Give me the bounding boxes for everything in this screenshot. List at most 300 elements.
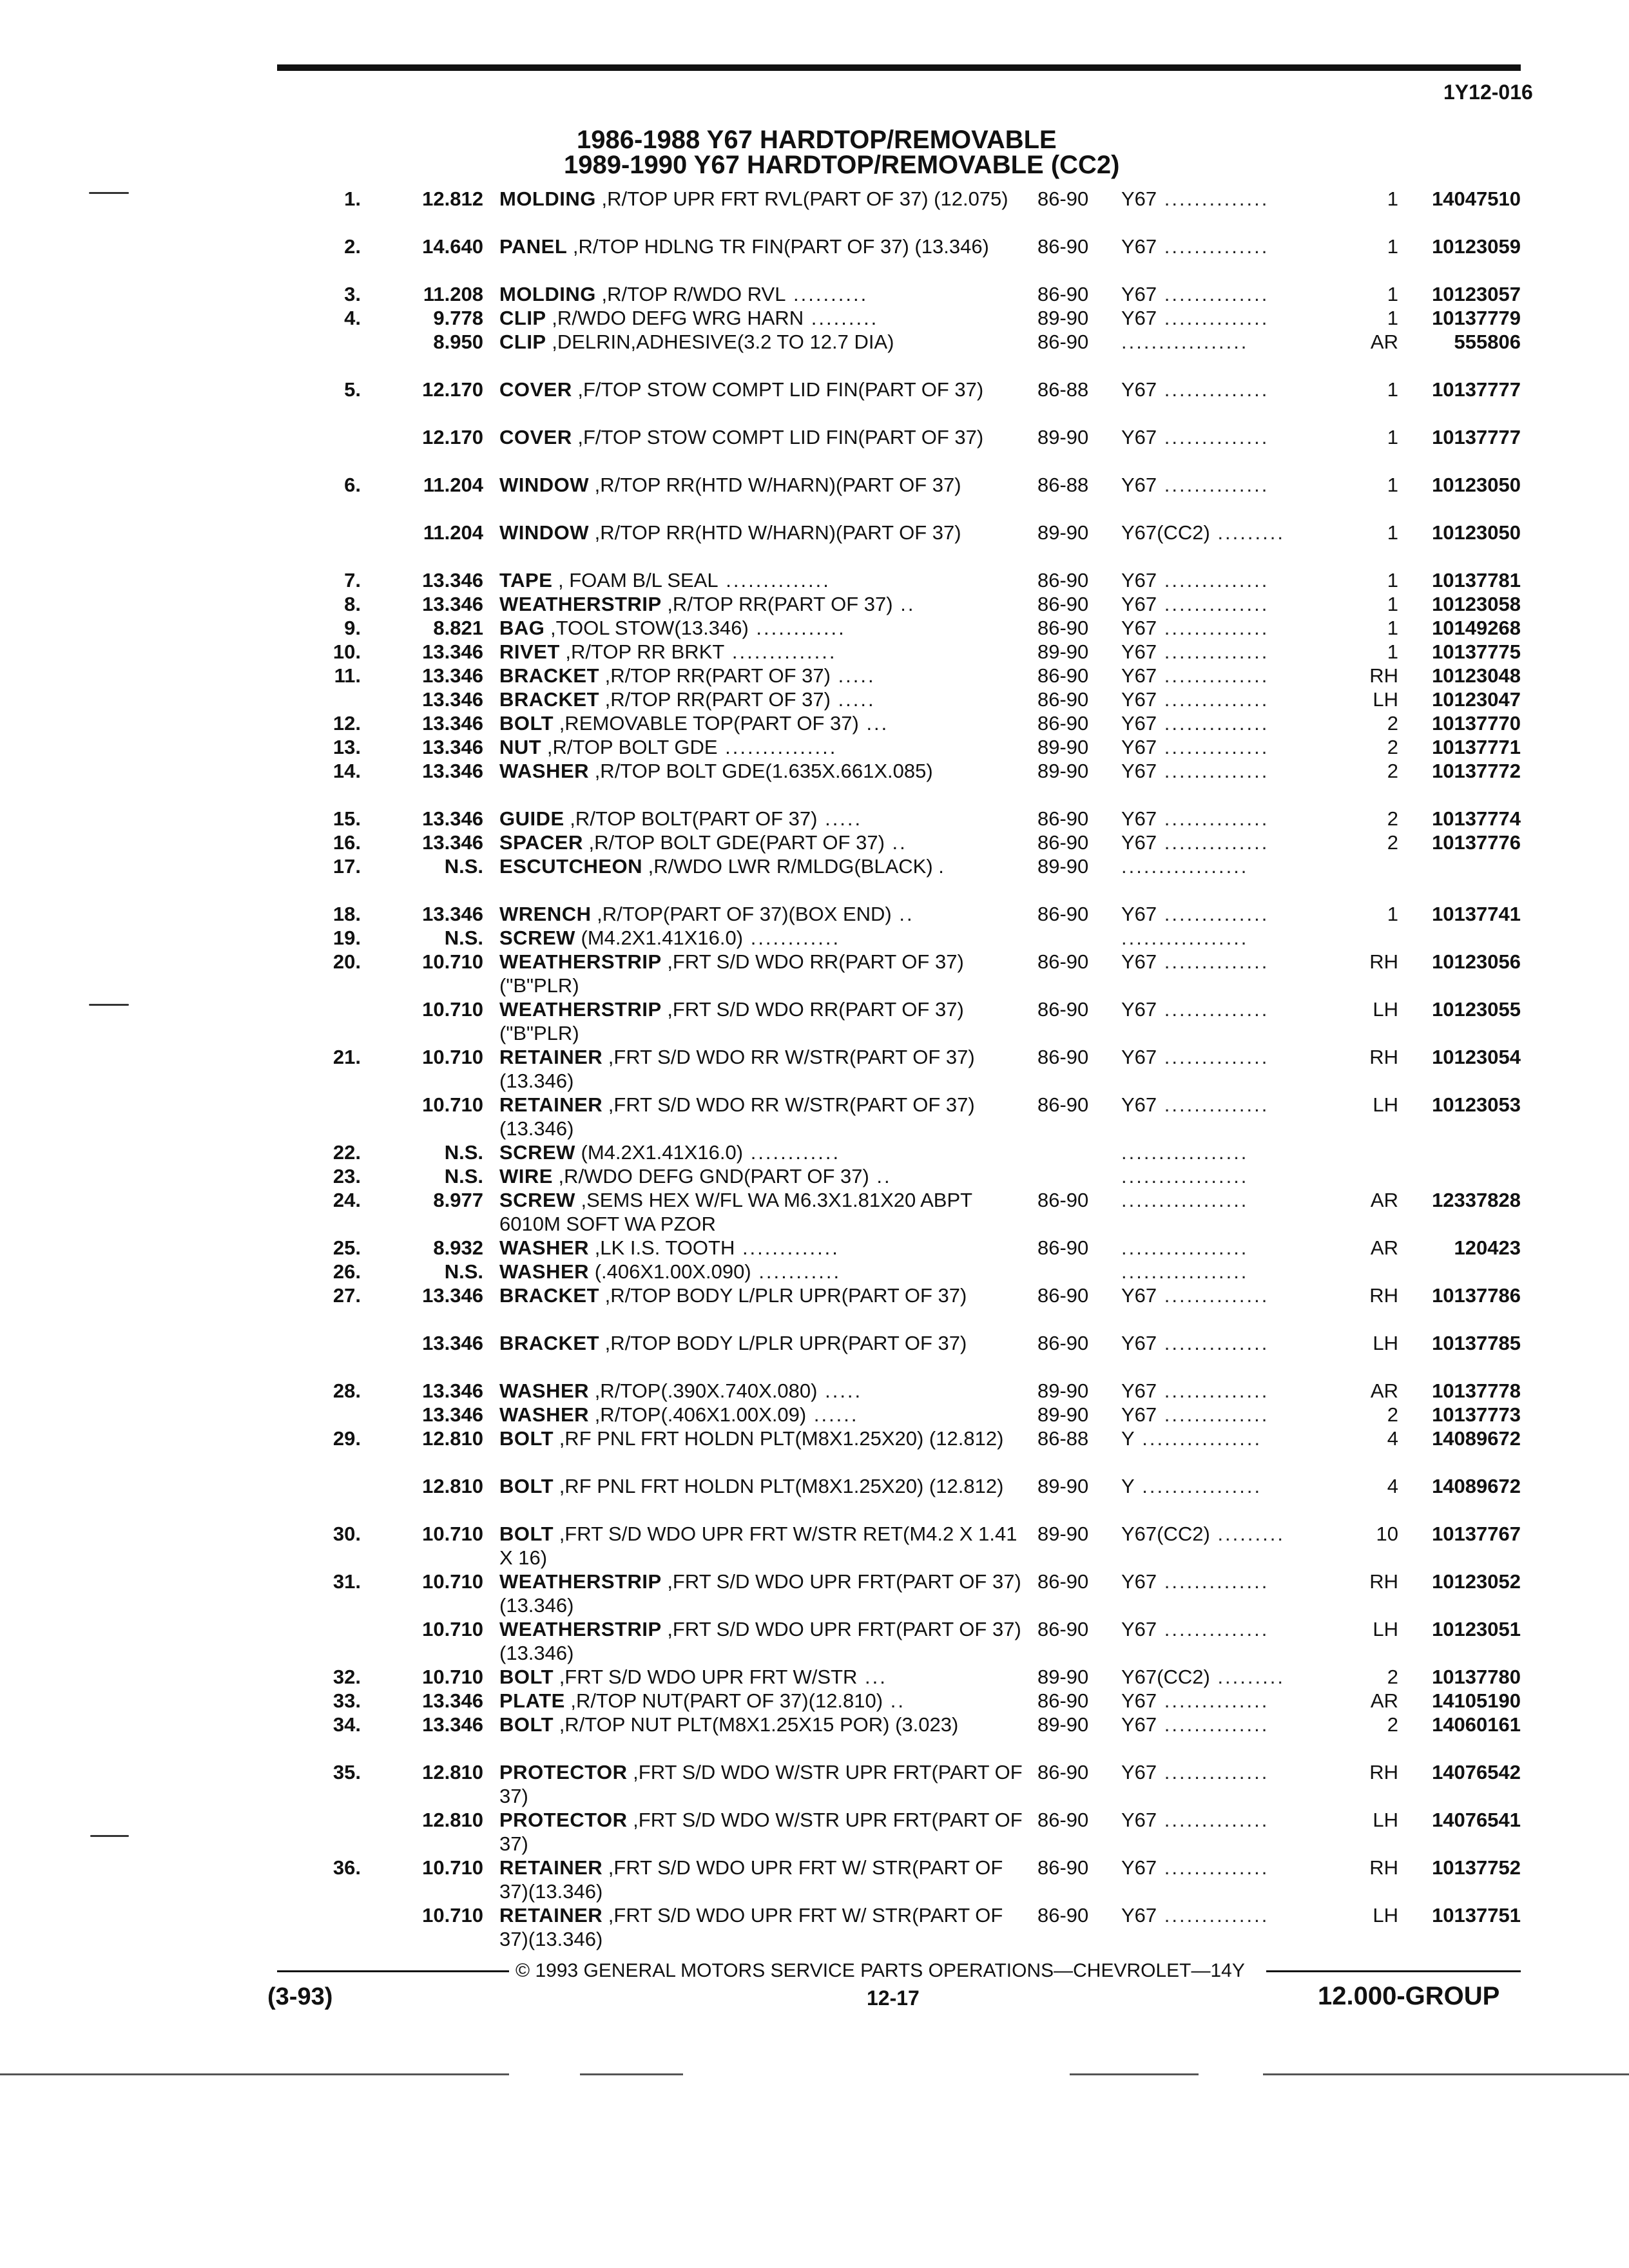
part-description: WASHER ,R/TOP(.390X.740X.080) ..... bbox=[499, 1379, 863, 1402]
part-detail: ,RF PNL FRT HOLDN PLT(M8X1.25X20) (12.812) bbox=[554, 1427, 1004, 1450]
table-row bbox=[0, 1713, 1629, 1760]
part-number: 10137741 bbox=[1432, 903, 1521, 925]
table-row bbox=[0, 521, 1629, 568]
group-number: 13.346 bbox=[422, 1689, 483, 1712]
part-number: 10123047 bbox=[1432, 688, 1521, 711]
model-years: 86-88 bbox=[1037, 378, 1089, 401]
part-description: RIVET ,R/TOP RR BRKT .............. bbox=[499, 640, 837, 663]
part-detail: , FOAM B/L SEAL bbox=[552, 569, 718, 591]
quantity: 10 bbox=[1376, 1523, 1398, 1545]
quantity: LH bbox=[1373, 1093, 1398, 1116]
part-name: GUIDE bbox=[499, 807, 564, 830]
table-row bbox=[0, 1283, 1629, 1331]
quantity: 2 bbox=[1387, 736, 1398, 758]
table-row bbox=[0, 378, 1629, 425]
model-years: 86-90 bbox=[1037, 1856, 1089, 1879]
table-row bbox=[0, 1474, 1629, 1522]
item-number: 13. bbox=[333, 736, 361, 758]
part-number: 10137780 bbox=[1432, 1666, 1521, 1688]
table-row bbox=[0, 1140, 1629, 1164]
part-detail: ,REMOVABLE TOP(PART OF 37) bbox=[554, 712, 859, 735]
part-detail: ,R/WDO DEFG WRG HARN bbox=[546, 307, 804, 329]
page-code: 1Y12-016 bbox=[1443, 81, 1533, 104]
part-detail: (M4.2X1.41X16.0) bbox=[575, 1141, 744, 1164]
model-code: Y67 .............. bbox=[1121, 903, 1269, 925]
item-number: 33. bbox=[333, 1689, 361, 1712]
table-row bbox=[0, 1665, 1629, 1689]
part-name: WASHER bbox=[499, 1260, 590, 1283]
part-number: 14076541 bbox=[1432, 1809, 1521, 1831]
item-number: 11. bbox=[334, 664, 361, 687]
item-number: 29. bbox=[333, 1427, 361, 1450]
model-years: 86-88 bbox=[1037, 1427, 1089, 1450]
model-years: 89-90 bbox=[1037, 1475, 1089, 1497]
part-detail: ,R/TOP NUT(PART OF 37)(12.810) bbox=[564, 1689, 883, 1712]
part-number: 10137786 bbox=[1432, 1284, 1521, 1307]
part-description bbox=[499, 1283, 1028, 1307]
part-number: 10137773 bbox=[1432, 1403, 1521, 1426]
part-description bbox=[499, 473, 1028, 497]
model-years: 86-90 bbox=[1037, 903, 1089, 925]
group-number: 9.778 bbox=[433, 307, 483, 329]
group-number: 10.710 bbox=[422, 1046, 483, 1068]
part-description bbox=[499, 997, 1028, 1045]
part-detail: ,FRT S/D WDO UPR FRT W/STR RET(M4.2 X 1.41 X 16) bbox=[499, 1523, 1017, 1569]
quantity: 1 bbox=[1387, 235, 1398, 258]
part-number: 10149268 bbox=[1432, 617, 1521, 639]
part-number: 10137778 bbox=[1432, 1379, 1521, 1402]
group-number: 13.346 bbox=[422, 593, 483, 615]
part-name: BOLT bbox=[499, 1427, 554, 1450]
part-name: WEATHERSTRIP bbox=[499, 998, 662, 1021]
table-row bbox=[0, 282, 1629, 306]
part-name: WASHER bbox=[499, 1403, 590, 1426]
part-detail: ,R/TOP NUT PLT(M8X1.25X15 POR) (3.023) bbox=[554, 1713, 959, 1736]
group-number: 13.346 bbox=[422, 807, 483, 830]
item-number: 16. bbox=[333, 831, 361, 854]
quantity: LH bbox=[1373, 1809, 1398, 1831]
model-code: Y67 .............. bbox=[1121, 1403, 1269, 1426]
table-row bbox=[0, 1760, 1629, 1808]
group-number: 12.170 bbox=[422, 378, 483, 401]
table-row bbox=[0, 926, 1629, 950]
part-description: PLATE ,R/TOP NUT(PART OF 37)(12.810) .. bbox=[499, 1689, 905, 1712]
part-detail: ,R/TOP BOLT(PART OF 37) bbox=[564, 807, 818, 830]
group-number: 13.346 bbox=[422, 1379, 483, 1402]
part-name: PROTECTOR bbox=[499, 1809, 628, 1831]
item-number: 12. bbox=[333, 712, 361, 735]
part-number: 10137752 bbox=[1432, 1856, 1521, 1879]
model-years: 86-90 bbox=[1037, 569, 1089, 591]
part-name: RETAINER bbox=[499, 1856, 603, 1879]
model-years: 89-90 bbox=[1037, 1713, 1089, 1736]
model-years: 86-90 bbox=[1037, 331, 1089, 353]
part-detail: ,FRT S/D WDO UPR FRT(PART OF 37)(13.346) bbox=[499, 1618, 1021, 1664]
part-name: COVER bbox=[499, 426, 572, 448]
table-row bbox=[0, 854, 1629, 902]
table-row bbox=[0, 687, 1629, 711]
model-code: Y ................ bbox=[1121, 1427, 1262, 1450]
group-number: N.S. bbox=[444, 1165, 483, 1187]
quantity: 2 bbox=[1387, 712, 1398, 735]
part-name: MOLDING bbox=[499, 283, 596, 305]
model-years: 89-90 bbox=[1037, 426, 1089, 448]
model-years: 86-90 bbox=[1037, 1332, 1089, 1354]
table-row bbox=[0, 997, 1629, 1045]
part-detail: ,FRT S/D WDO UPR FRT W/ STR(PART OF 37)(13.346) bbox=[499, 1904, 1003, 1950]
model-years: 89-90 bbox=[1037, 855, 1089, 878]
part-description bbox=[499, 1188, 1028, 1236]
table-row bbox=[0, 1379, 1629, 1403]
table-row bbox=[0, 306, 1629, 330]
quantity: 1 bbox=[1387, 617, 1398, 639]
page-title-line1: 1986-1988 Y67 HARDTOP/REMOVABLE bbox=[577, 126, 1057, 154]
part-detail: ,FRT S/D WDO RR W/STR(PART OF 37)(13.346) bbox=[499, 1046, 975, 1092]
quantity: 2 bbox=[1387, 1403, 1398, 1426]
part-name: WEATHERSTRIP bbox=[499, 593, 662, 615]
group-number: 13.346 bbox=[422, 569, 483, 591]
footer-rule-right bbox=[1266, 1970, 1521, 1972]
quantity: 1 bbox=[1387, 593, 1398, 615]
part-number: 10137775 bbox=[1432, 640, 1521, 663]
part-number: 14047510 bbox=[1432, 187, 1521, 210]
part-description bbox=[499, 187, 1028, 211]
group-number: 13.346 bbox=[422, 1403, 483, 1426]
part-detail: ,FRT S/D WDO W/STR UPR FRT(PART OF 37) bbox=[499, 1809, 1023, 1855]
part-number: 10123056 bbox=[1432, 950, 1521, 973]
group-number: 11.208 bbox=[423, 283, 483, 305]
model-code: Y67 .............. bbox=[1121, 187, 1269, 210]
model-years: 89-90 bbox=[1037, 1379, 1089, 1402]
part-number: 10123059 bbox=[1432, 235, 1521, 258]
part-number: 120423 bbox=[1454, 1236, 1521, 1259]
part-description: TAPE , FOAM B/L SEAL .............. bbox=[499, 569, 831, 591]
model-code: Y67 .............. bbox=[1121, 640, 1269, 663]
model-years: 86-90 bbox=[1037, 950, 1089, 973]
group-number: 12.812 bbox=[422, 187, 483, 210]
part-name: WRENCH bbox=[499, 903, 592, 925]
part-number: 14089672 bbox=[1432, 1475, 1521, 1497]
group-number: N.S. bbox=[444, 927, 483, 949]
group-number: 10.710 bbox=[422, 1093, 483, 1116]
group-number: 14.640 bbox=[422, 235, 483, 258]
scan-line bbox=[1263, 2073, 1629, 2075]
part-number: 10137777 bbox=[1432, 378, 1521, 401]
model-code: ................. bbox=[1121, 1141, 1249, 1164]
part-number: 10137772 bbox=[1432, 760, 1521, 782]
group-number: 8.977 bbox=[433, 1189, 483, 1211]
model-code: Y67 .............. bbox=[1121, 807, 1269, 830]
part-description bbox=[499, 1331, 1028, 1355]
table-row bbox=[0, 187, 1629, 235]
part-number: 10123055 bbox=[1432, 998, 1521, 1021]
model-code: ................. bbox=[1121, 927, 1249, 949]
item-number: 23. bbox=[333, 1165, 361, 1187]
quantity: 1 bbox=[1387, 569, 1398, 591]
part-number: 10123052 bbox=[1432, 1570, 1521, 1593]
quantity: RH bbox=[1369, 1856, 1398, 1879]
quantity: 1 bbox=[1387, 640, 1398, 663]
table-row bbox=[0, 1570, 1629, 1617]
group-number: 12.170 bbox=[422, 426, 483, 448]
part-detail: ,R/WDO DEFG GND(PART OF 37) bbox=[552, 1165, 869, 1187]
quantity: 1 bbox=[1387, 903, 1398, 925]
model-code: Y67 .............. bbox=[1121, 283, 1269, 305]
table-row bbox=[0, 1236, 1629, 1260]
part-name: BOLT bbox=[499, 1475, 554, 1497]
group-number: 13.346 bbox=[422, 640, 483, 663]
part-description: SPACER ,R/TOP BOLT GDE(PART OF 37) .. bbox=[499, 831, 907, 854]
part-name: SCREW bbox=[499, 1141, 575, 1164]
part-detail: ,R/TOP(PART OF 37)(BOX END) bbox=[591, 903, 892, 925]
table-row bbox=[0, 1188, 1629, 1236]
model-code: Y67 .............. bbox=[1121, 1761, 1269, 1783]
part-name: SPACER bbox=[499, 831, 583, 854]
model-years: 86-90 bbox=[1037, 187, 1089, 210]
item-number: 18. bbox=[333, 903, 361, 925]
part-number: 10123050 bbox=[1432, 521, 1521, 544]
item-number: 24. bbox=[333, 1189, 361, 1211]
group-number: 12.810 bbox=[422, 1427, 483, 1450]
part-detail: ,SEMS HEX W/FL WA M6.3X1.81X20 ABPT 6010M SOFT WA PZOR bbox=[499, 1189, 972, 1235]
part-name: BRACKET bbox=[499, 688, 600, 711]
table-row bbox=[0, 425, 1629, 473]
model-years: 86-88 bbox=[1037, 474, 1089, 496]
part-description bbox=[499, 1808, 1028, 1856]
part-detail: ,FRT S/D WDO UPR FRT(PART OF 37)(13.346) bbox=[499, 1570, 1021, 1617]
part-number: 10137777 bbox=[1432, 426, 1521, 448]
quantity: 4 bbox=[1387, 1475, 1398, 1497]
part-description bbox=[499, 1903, 1028, 1951]
quantity: AR bbox=[1370, 1689, 1398, 1712]
part-detail: ,R/TOP BODY L/PLR UPR(PART OF 37) bbox=[599, 1332, 967, 1354]
part-name: WINDOW bbox=[499, 521, 590, 544]
table-row bbox=[0, 735, 1629, 759]
quantity: RH bbox=[1369, 950, 1398, 973]
item-number: 7. bbox=[344, 569, 361, 591]
item-number: 4. bbox=[344, 307, 361, 329]
model-years: 86-90 bbox=[1037, 1046, 1089, 1068]
quantity: 1 bbox=[1387, 283, 1398, 305]
model-code: Y67 .............. bbox=[1121, 617, 1269, 639]
quantity: LH bbox=[1373, 1904, 1398, 1927]
part-description: NUT ,R/TOP BOLT GDE ............... bbox=[499, 736, 838, 758]
table-row bbox=[0, 1808, 1629, 1856]
part-description: BRACKET ,R/TOP RR(PART OF 37) ..... bbox=[499, 688, 876, 711]
model-years: 86-90 bbox=[1037, 1904, 1089, 1927]
model-code: Y67 .............. bbox=[1121, 378, 1269, 401]
model-code: Y67 .............. bbox=[1121, 831, 1269, 854]
item-number: 2. bbox=[344, 235, 361, 258]
part-description bbox=[499, 950, 1028, 997]
part-detail: ,R/TOP BODY L/PLR UPR(PART OF 37) bbox=[599, 1284, 967, 1307]
part-name: BOLT bbox=[499, 1523, 554, 1545]
model-years: 89-90 bbox=[1037, 307, 1089, 329]
part-number: 555806 bbox=[1454, 331, 1521, 353]
part-name: CLIP bbox=[499, 331, 546, 353]
group-number: 10.710 bbox=[422, 1666, 483, 1688]
part-detail: ,DELRIN,ADHESIVE(3.2 TO 12.7 DIA) bbox=[546, 331, 894, 353]
group-number: 13.346 bbox=[422, 831, 483, 854]
group-number: 10.710 bbox=[422, 950, 483, 973]
quantity: RH bbox=[1369, 1761, 1398, 1783]
quantity: LH bbox=[1373, 998, 1398, 1021]
footer-page-number: 12-17 bbox=[867, 1986, 920, 2010]
quantity: 4 bbox=[1387, 1427, 1398, 1450]
part-name: WEATHERSTRIP bbox=[499, 1618, 662, 1640]
model-years: 89-90 bbox=[1037, 1403, 1089, 1426]
group-number: 10.710 bbox=[422, 1904, 483, 1927]
part-name: PANEL bbox=[499, 235, 568, 258]
quantity: 1 bbox=[1387, 307, 1398, 329]
model-code: Y67 .............. bbox=[1121, 307, 1269, 329]
part-detail: ,R/TOP R/WDO RVL bbox=[595, 283, 786, 305]
part-detail: ,TOOL STOW(13.346) bbox=[545, 617, 749, 639]
part-description: WASHER (.406X1.00X.090) ........... bbox=[499, 1260, 842, 1283]
model-code: Y67 .............. bbox=[1121, 998, 1269, 1021]
group-number: 11.204 bbox=[423, 474, 483, 496]
model-years: 86-90 bbox=[1037, 593, 1089, 615]
model-code: Y67 .............. bbox=[1121, 426, 1269, 448]
model-years: 86-90 bbox=[1037, 617, 1089, 639]
model-code: ................. bbox=[1121, 1236, 1249, 1259]
table-row bbox=[0, 473, 1629, 521]
part-number: 10123050 bbox=[1432, 474, 1521, 496]
item-number: 35. bbox=[333, 1761, 361, 1783]
quantity: RH bbox=[1369, 1046, 1398, 1068]
part-name: MOLDING bbox=[499, 187, 596, 210]
table-row bbox=[0, 1164, 1629, 1188]
part-number: 10123048 bbox=[1432, 664, 1521, 687]
table-row bbox=[0, 759, 1629, 807]
part-detail: ,R/TOP(.406X1.00X.09) bbox=[589, 1403, 807, 1426]
part-description: WASHER ,LK I.S. TOOTH ............. bbox=[499, 1236, 840, 1259]
part-name: BAG bbox=[499, 617, 545, 639]
item-number: 28. bbox=[333, 1379, 361, 1402]
group-number: 8.821 bbox=[433, 617, 483, 639]
item-number: 30. bbox=[333, 1523, 361, 1545]
item-number: 19. bbox=[333, 927, 361, 949]
quantity: RH bbox=[1369, 1284, 1398, 1307]
part-name: BOLT bbox=[499, 1713, 554, 1736]
part-description bbox=[499, 1570, 1028, 1617]
group-number: 13.346 bbox=[422, 1713, 483, 1736]
part-name: BRACKET bbox=[499, 1332, 600, 1354]
table-row bbox=[0, 568, 1629, 592]
part-description: WASHER ,R/TOP(.406X1.00X.09) ...... bbox=[499, 1403, 859, 1426]
part-number: 12337828 bbox=[1432, 1189, 1521, 1211]
part-number: 14105190 bbox=[1432, 1689, 1521, 1712]
part-description bbox=[499, 1713, 1028, 1736]
part-detail: (M4.2X1.41X16.0) bbox=[575, 927, 744, 949]
model-code: Y67 .............. bbox=[1121, 736, 1269, 758]
part-description bbox=[499, 1474, 1028, 1498]
group-number: 10.710 bbox=[422, 1570, 483, 1593]
model-code: Y67(CC2) ......... bbox=[1121, 1666, 1285, 1688]
part-description bbox=[499, 330, 1028, 354]
part-number: 14089672 bbox=[1432, 1427, 1521, 1450]
part-detail: ,LK I.S. TOOTH bbox=[589, 1236, 735, 1259]
part-number: 14060161 bbox=[1432, 1713, 1521, 1736]
part-detail: ,R/TOP(.390X.740X.080) bbox=[589, 1379, 818, 1402]
part-name: WASHER bbox=[499, 1379, 590, 1402]
item-number: 8. bbox=[344, 593, 361, 615]
group-number: 8.932 bbox=[433, 1236, 483, 1259]
item-number: 3. bbox=[344, 283, 361, 305]
page-title-line2: 1989-1990 Y67 HARDTOP/REMOVABLE (CC2) bbox=[564, 151, 1120, 179]
model-code: Y67 .............. bbox=[1121, 474, 1269, 496]
model-code: Y67 .............. bbox=[1121, 1570, 1269, 1593]
model-code: Y67 .............. bbox=[1121, 569, 1269, 591]
model-years: 89-90 bbox=[1037, 640, 1089, 663]
model-code: Y67 .............. bbox=[1121, 760, 1269, 782]
quantity: AR bbox=[1370, 331, 1398, 353]
part-description bbox=[499, 378, 1028, 401]
group-number: 13.346 bbox=[422, 712, 483, 735]
group-number: 12.810 bbox=[422, 1809, 483, 1831]
footer-date: (3-93) bbox=[267, 1983, 333, 2010]
item-number: 22. bbox=[333, 1141, 361, 1164]
part-name: SCREW bbox=[499, 927, 575, 949]
scan-line bbox=[580, 2073, 683, 2075]
table-row bbox=[0, 1331, 1629, 1379]
group-number: 13.346 bbox=[422, 688, 483, 711]
table-row bbox=[0, 330, 1629, 378]
table-row bbox=[0, 831, 1629, 854]
part-name: COVER bbox=[499, 378, 572, 401]
item-number: 36. bbox=[333, 1856, 361, 1879]
part-number: 10137776 bbox=[1432, 831, 1521, 854]
model-code: ................. bbox=[1121, 1165, 1249, 1187]
part-name: WEATHERSTRIP bbox=[499, 1570, 662, 1593]
group-number: 13.346 bbox=[422, 903, 483, 925]
part-number: 10137751 bbox=[1432, 1904, 1521, 1927]
part-detail: ,FRT S/D WDO UPR FRT W/ STR(PART OF 37)(13.346) bbox=[499, 1856, 1003, 1903]
table-row bbox=[0, 711, 1629, 735]
part-description: BAG ,TOOL STOW(13.346) ............ bbox=[499, 617, 846, 639]
part-name: RETAINER bbox=[499, 1904, 603, 1927]
scan-line bbox=[1070, 2073, 1199, 2075]
item-number: 31. bbox=[333, 1570, 361, 1593]
model-years: 89-90 bbox=[1037, 1666, 1089, 1688]
group-number: N.S. bbox=[444, 1141, 483, 1164]
item-number: 17. bbox=[333, 855, 361, 878]
part-detail: ,R/TOP RR(PART OF 37) bbox=[599, 664, 831, 687]
quantity: RH bbox=[1369, 1570, 1398, 1593]
item-number: 10. bbox=[333, 640, 361, 663]
part-detail: ,R/TOP BOLT GDE(1.635X.661X.085) bbox=[589, 760, 933, 782]
part-detail: ,FRT S/D WDO RR(PART OF 37)("B"PLR) bbox=[499, 950, 964, 997]
item-number: 21. bbox=[333, 1046, 361, 1068]
group-number: 13.346 bbox=[422, 1332, 483, 1354]
footer-rule-left bbox=[277, 1970, 509, 1972]
quantity: RH bbox=[1369, 664, 1398, 687]
group-number: 12.810 bbox=[422, 1475, 483, 1497]
model-years: 86-90 bbox=[1037, 1093, 1089, 1116]
model-years: 86-90 bbox=[1037, 235, 1089, 258]
table-row bbox=[0, 807, 1629, 831]
item-number: 1. bbox=[344, 187, 361, 210]
part-description: WIRE ,R/WDO DEFG GND(PART OF 37) .. bbox=[499, 1165, 892, 1187]
part-detail: ,R/TOP RR(PART OF 37) bbox=[599, 688, 831, 711]
table-row bbox=[0, 1403, 1629, 1427]
part-description bbox=[499, 1522, 1028, 1570]
item-number: 27. bbox=[333, 1284, 361, 1307]
group-number: 11.204 bbox=[423, 521, 483, 544]
table-row bbox=[0, 1903, 1629, 1951]
group-number: 13.346 bbox=[422, 664, 483, 687]
model-code: ................. bbox=[1121, 1260, 1249, 1283]
